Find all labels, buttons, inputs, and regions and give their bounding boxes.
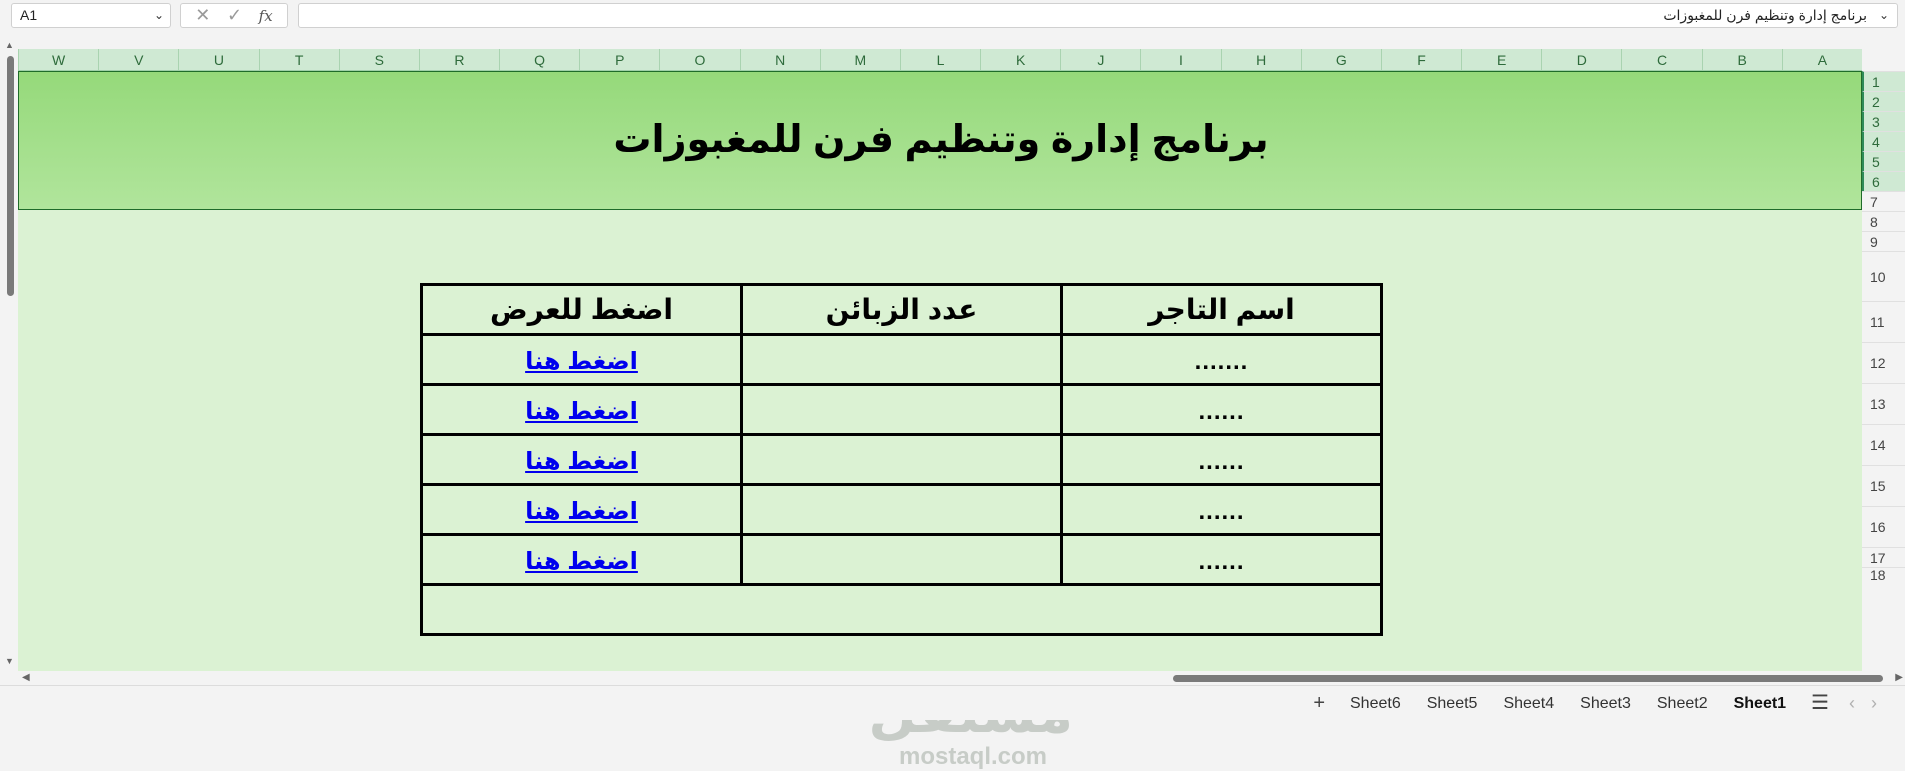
merchant-name-cell-container[interactable] <box>1062 535 1382 585</box>
column-header-e[interactable]: E <box>1461 49 1541 70</box>
table-row <box>422 385 1382 435</box>
table-row <box>422 535 1382 585</box>
sheet-tabs <box>1301 686 1885 721</box>
title-banner[interactable] <box>18 71 1862 210</box>
merchant-name-cell: ....... <box>1194 347 1249 375</box>
tab-sheet2[interactable]: Sheet2 <box>1656 695 1708 712</box>
close-icon[interactable]: ✕ <box>195 5 211 25</box>
tab-sheet5[interactable]: Sheet5 <box>1426 695 1478 712</box>
merchant-name-cell: ...... <box>1198 547 1245 575</box>
column-header-a[interactable]: A <box>1782 49 1862 70</box>
scroll-left-icon[interactable]: ◀ <box>22 672 30 683</box>
name-box-value: A1 <box>20 7 38 23</box>
horizontal-scrollbar[interactable] <box>18 671 1905 685</box>
column-header-s[interactable]: S <box>339 49 419 70</box>
column-header-k[interactable]: K <box>980 49 1060 70</box>
view-link-container[interactable] <box>422 535 742 585</box>
customer-count-cell-container[interactable] <box>742 385 1062 435</box>
merchant-name-cell-container[interactable] <box>1062 335 1382 385</box>
tab-sheet1[interactable]: Sheet1 <box>1733 695 1787 712</box>
tab-sheet3[interactable]: Sheet3 <box>1580 695 1631 712</box>
check-icon[interactable]: ✓ <box>226 5 243 25</box>
merchant-name-cell-container[interactable] <box>1062 435 1382 485</box>
column-header-l[interactable]: L <box>900 49 980 70</box>
fx-icon[interactable]: fx <box>258 6 273 25</box>
header-view[interactable]: اضغط للعرض <box>422 285 742 335</box>
plus-icon[interactable]: + <box>1313 692 1325 714</box>
column-header-q[interactable]: Q <box>499 49 579 70</box>
row-header-4[interactable]: 4 <box>1862 131 1905 151</box>
column-header-i[interactable]: I <box>1140 49 1220 70</box>
vertical-scrollbar[interactable] <box>0 36 18 676</box>
row-header-7[interactable]: 7 <box>1862 191 1905 211</box>
row-header-13[interactable]: 13 <box>1862 383 1905 424</box>
banner-title: برنامج إدارة وتنظيم فرن للمغبوزات <box>613 119 1269 161</box>
column-header-c[interactable]: C <box>1621 49 1701 70</box>
formula-value: برنامج إدارة وتنظيم فرن للمغبوزات <box>1663 7 1867 23</box>
column-header-d[interactable]: D <box>1541 49 1621 70</box>
view-link-container[interactable] <box>422 435 742 485</box>
row-header-3[interactable]: 3 <box>1862 111 1905 131</box>
formula-bar <box>0 0 1905 31</box>
column-header-o[interactable]: O <box>659 49 739 70</box>
formula-input[interactable] <box>298 3 1898 28</box>
tab-sheet6[interactable]: Sheet6 <box>1350 695 1401 712</box>
column-header-b[interactable]: B <box>1702 49 1782 70</box>
row-header-5[interactable]: 5 <box>1862 151 1905 171</box>
view-link-container[interactable] <box>422 485 742 535</box>
view-link[interactable]: اضغط هنا <box>525 547 638 575</box>
row-header-2[interactable]: 2 <box>1862 91 1905 111</box>
header-customer-count[interactable]: عدد الزبائن <box>742 285 1062 335</box>
column-header-h[interactable]: H <box>1221 49 1301 70</box>
row-header-14[interactable]: 14 <box>1862 424 1905 465</box>
table-row-empty <box>422 585 1382 635</box>
column-header-r[interactable]: R <box>419 49 499 70</box>
view-link[interactable]: اضغط هنا <box>525 397 638 425</box>
merchant-name-cell: ...... <box>1198 497 1245 525</box>
header-merchant-name[interactable]: اسم التاجر <box>1062 285 1382 335</box>
chevron-down-icon[interactable]: ⌄ <box>1878 8 1889 22</box>
table-row <box>422 335 1382 385</box>
column-headers <box>18 49 1862 71</box>
column-header-f[interactable]: F <box>1381 49 1461 70</box>
table-header-row <box>422 285 1382 335</box>
table-row <box>422 485 1382 535</box>
row-header-8[interactable]: 8 <box>1862 211 1905 231</box>
scroll-up-icon[interactable]: ▲ <box>5 40 14 50</box>
row-header-6[interactable]: 6 <box>1862 171 1905 191</box>
row-header-12[interactable]: 12 <box>1862 342 1905 383</box>
customer-count-cell-container[interactable] <box>742 335 1062 385</box>
column-header-t[interactable]: T <box>259 49 339 70</box>
column-header-w[interactable]: W <box>18 49 98 70</box>
column-header-p[interactable]: P <box>579 49 659 70</box>
view-link-container[interactable] <box>422 385 742 435</box>
merchant-name-cell-container[interactable] <box>1062 485 1382 535</box>
horizontal-scroll-thumb[interactable] <box>1173 675 1883 682</box>
sheet-tab-bar <box>0 685 1905 720</box>
view-link[interactable]: اضغط هنا <box>525 447 638 475</box>
column-header-v[interactable]: V <box>98 49 178 70</box>
watermark-latin: mostaql.com <box>898 743 1048 770</box>
row-header-10[interactable]: 10 <box>1862 251 1905 301</box>
table-row <box>422 435 1382 485</box>
column-header-g[interactable]: G <box>1301 49 1381 70</box>
chevron-right-icon[interactable]: › <box>1871 693 1877 713</box>
menu-icon[interactable]: ☰ <box>1811 692 1829 714</box>
name-box[interactable] <box>11 3 171 28</box>
column-header-j[interactable]: J <box>1060 49 1140 70</box>
customer-count-cell-container[interactable] <box>742 485 1062 535</box>
row-header-17[interactable]: 17 <box>1862 547 1905 567</box>
merchant-table <box>420 283 1383 636</box>
row-header-1[interactable]: 1 <box>1862 71 1905 91</box>
row-header-16[interactable]: 16 <box>1862 506 1905 547</box>
scroll-right-icon[interactable]: ▶ <box>1895 672 1903 683</box>
empty-merged-cell[interactable] <box>422 585 1382 635</box>
merchant-name-cell: ...... <box>1198 397 1245 425</box>
column-header-u[interactable]: U <box>178 49 258 70</box>
tab-sheet4[interactable]: Sheet4 <box>1503 695 1555 712</box>
row-header-9[interactable]: 9 <box>1862 231 1905 251</box>
vertical-scroll-thumb[interactable] <box>7 56 14 296</box>
view-link-container[interactable] <box>422 335 742 385</box>
row-header-11[interactable]: 11 <box>1862 301 1905 342</box>
view-link[interactable]: اضغط هنا <box>525 347 638 375</box>
merchant-name-cell-container[interactable] <box>1062 385 1382 435</box>
formula-actions <box>180 3 288 28</box>
customer-count-cell-container[interactable] <box>742 535 1062 585</box>
view-link[interactable]: اضغط هنا <box>525 497 638 525</box>
column-header-m[interactable]: M <box>820 49 900 70</box>
row-header-15[interactable]: 15 <box>1862 465 1905 506</box>
scroll-down-icon[interactable]: ▼ <box>5 656 14 666</box>
chevron-down-icon[interactable]: ⌄ <box>153 8 164 22</box>
row-header-18[interactable]: 18 <box>1862 567 1905 582</box>
chevron-left-icon[interactable]: ‹ <box>1849 693 1855 713</box>
merchant-name-cell: ...... <box>1198 447 1245 475</box>
customer-count-cell-container[interactable] <box>742 435 1062 485</box>
column-header-n[interactable]: N <box>740 49 820 70</box>
row-headers <box>1862 71 1905 671</box>
